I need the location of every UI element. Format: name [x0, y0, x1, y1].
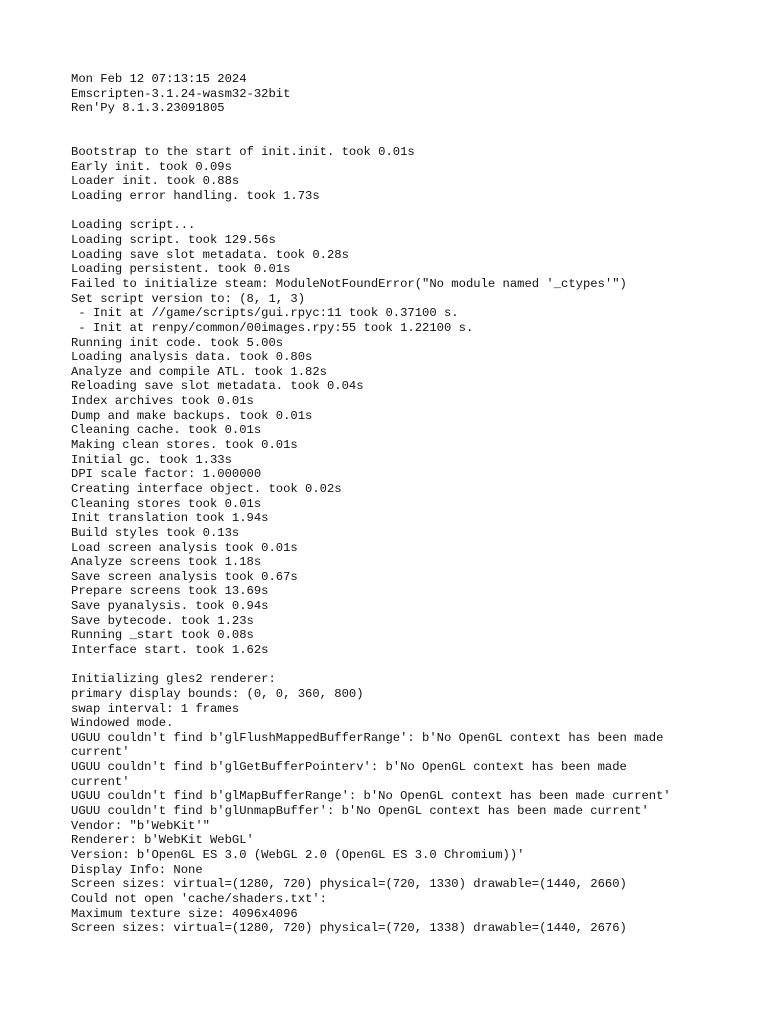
log-text [71, 72, 751, 936]
log-line: Running init code. took 5.00s [71, 335, 284, 350]
log-line: Loading save slot metadata. took 0.28s [71, 247, 349, 262]
log-line: Build styles took 0.13s [71, 525, 240, 540]
log-line: Running _start took 0.08s [71, 628, 254, 643]
log-line: Windowed mode. [71, 716, 174, 731]
log-line: Save pyanalysis. took 0.94s [71, 599, 269, 614]
log-line: - Init at //game/scripts/gui.rpyc:11 took 0.37100 s. [71, 306, 459, 321]
log-line: Ren'Py 8.1.3.23091805 [71, 101, 225, 116]
log-line: Cleaning stores took 0.01s [71, 496, 262, 511]
log-line: UGUU couldn't find b'glUnmapBuffer': b'No OpenGL context has been made current' [71, 804, 649, 819]
log-line [71, 131, 751, 146]
log-line: Set script version to: (8, 1, 3) [71, 291, 306, 306]
log-line: Dump and make backups. took 0.01s [71, 408, 313, 423]
log-line: Renderer: b'WebKit WebGL' [71, 833, 254, 848]
log-line: Maximum texture size: 4096x4096 [71, 906, 298, 921]
log-line: Display Info: None [71, 862, 203, 877]
log-line: DPI scale factor: 1.000000 [71, 467, 262, 482]
log-line: Prepare screens took 13.69s [71, 584, 269, 599]
log-line [71, 204, 751, 219]
log-line: primary display bounds: (0, 0, 360, 800) [71, 686, 364, 701]
log-line: Making clean stores. took 0.01s [71, 438, 298, 453]
log-line: Analyze screens took 1.18s [71, 555, 262, 570]
log-line: Reloading save slot metadata. took 0.04s [71, 379, 364, 394]
log-line: UGUU couldn't find b'glGetBufferPointerv': b'No OpenGL context has been made [71, 760, 627, 775]
log-line: Init translation took 1.94s [71, 511, 269, 526]
log-line: Emscripten-3.1.24-wasm32-32bit [71, 86, 291, 101]
log-line: Cleaning cache. took 0.01s [71, 423, 262, 438]
log-line: Early init. took 0.09s [71, 159, 232, 174]
log-line: Failed to initialize steam: ModuleNotFoundError("No module named '_ctypes'") [71, 276, 627, 291]
log-line: current' [71, 745, 130, 760]
log-line: Initial gc. took 1.33s [71, 452, 232, 467]
log-line [71, 116, 751, 131]
log-line: Version: b'OpenGL ES 3.0 (WebGL 2.0 (OpenGL ES 3.0 Chromium))' [71, 847, 525, 862]
log-line: Loading analysis data. took 0.80s [71, 350, 313, 365]
log-line: current' [71, 774, 130, 789]
log-line: UGUU couldn't find b'glFlushMappedBufferRange': b'No OpenGL context has been made [71, 730, 664, 745]
log-line: Interface start. took 1.62s [71, 642, 269, 657]
log-line: swap interval: 1 frames [71, 701, 240, 716]
log-line: Loader init. took 0.88s [71, 174, 240, 189]
log-line: Loading error handling. took 1.73s [71, 189, 320, 204]
log-line: Initializing gles2 renderer: [71, 672, 276, 687]
log-line: Vendor: "b'WebKit'" [71, 818, 210, 833]
log-line: Mon Feb 12 07:13:15 2024 [71, 72, 247, 86]
log-line: Screen sizes: virtual=(1280, 720) physical=(720, 1330) drawable=(1440, 2660) [71, 877, 627, 892]
log-line: - Init at renpy/common/00images.rpy:55 took 1.22100 s. [71, 320, 474, 335]
log-line: Loading script. took 129.56s [71, 233, 276, 248]
log-line: Creating interface object. took 0.02s [71, 481, 342, 496]
log-line: Loading persistent. took 0.01s [71, 262, 291, 277]
log-line: Analyze and compile ATL. took 1.82s [71, 364, 327, 379]
log-line: Save screen analysis took 0.67s [71, 569, 298, 584]
log-line: Index archives took 0.01s [71, 394, 254, 409]
log-line: Load screen analysis took 0.01s [71, 540, 298, 555]
log-line: Bootstrap to the start of init.init. took 0.01s [71, 145, 415, 160]
log-line: Save bytecode. took 1.23s [71, 613, 254, 628]
log-line: Could not open 'cache/shaders.txt': [71, 891, 327, 906]
log-line: UGUU couldn't find b'glMapBufferRange': b'No OpenGL context has been made current' [71, 789, 671, 804]
log-line: Loading script... [71, 218, 196, 233]
log-line: Screen sizes: virtual=(1280, 720) physical=(720, 1338) drawable=(1440, 2676) [71, 921, 627, 936]
log-line [71, 658, 751, 673]
